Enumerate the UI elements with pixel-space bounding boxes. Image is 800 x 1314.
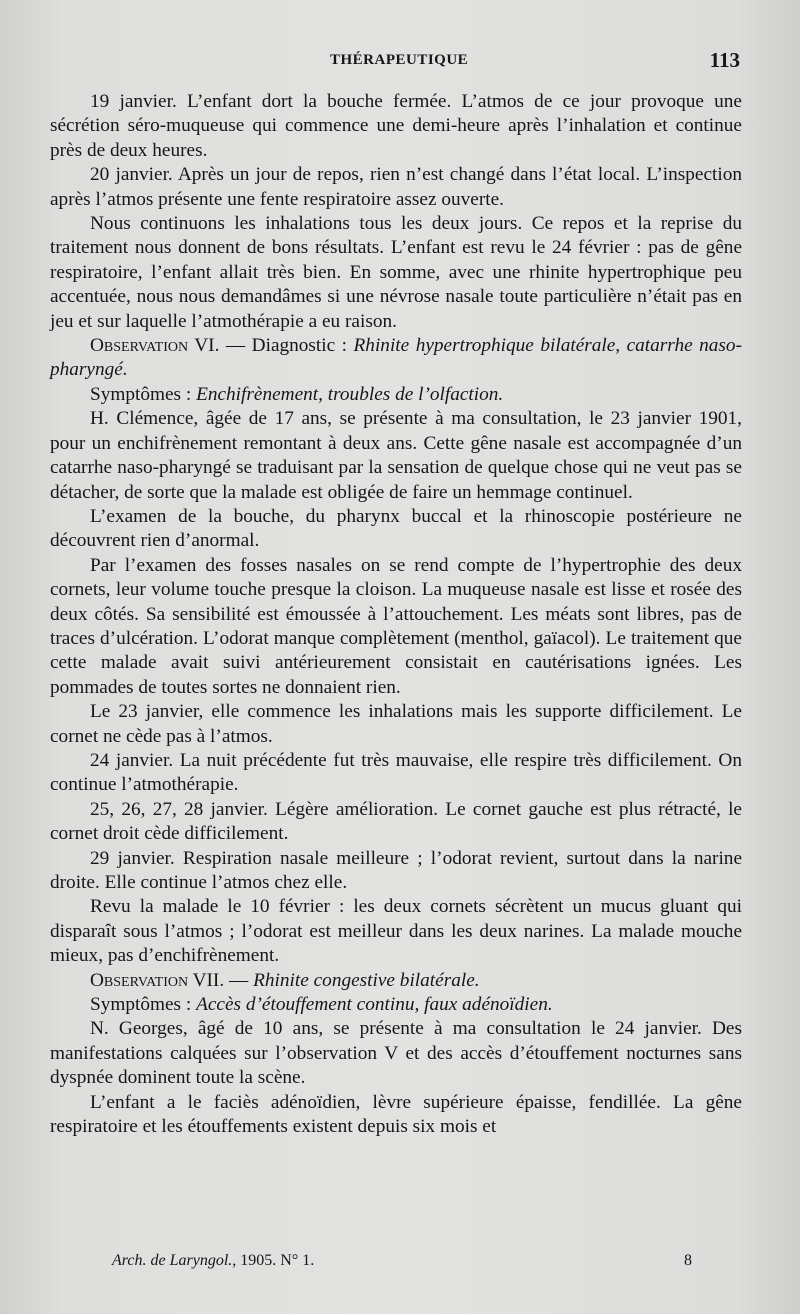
page-header [60, 48, 744, 78]
observation-diagnosis: Rhinite hypertrophique bilatérale, catarrhe naso-pharyngé. [50, 335, 742, 381]
symptoms-text: Accès d’étouffement continu, faux adénoïdien. [196, 994, 553, 1016]
symptoms-label: Symptômes : [90, 383, 197, 405]
paragraph: L’enfant a le faciès adénoïdien, lèvre supérieure épaisse, fendillée. La gêne respiratoire et les étouffements existent depuis six mois et [50, 1091, 742, 1138]
paragraph: 20 janvier. Après un jour de repos, rien n’est changé dans l’état local. L’inspection après l’atmos présente une fente respiratoire assez ouverte. [50, 164, 742, 210]
observation-diagnosis: Rhinite congestive bilatérale. [253, 969, 480, 991]
page-number: 113 [709, 48, 740, 72]
paragraph: Par l’examen des fosses nasales on se rend compte de l’hypertrophie des deux cornets, leur volume touche presque la cloison. La muqueuse nasale est lisse et rosée des deux côtés. Sa sensibilité est émoussée à l’attouchement. Les méats sont libres, pas de traces d’ulcération. L’odorat manque complètement (menthol, gaïacol). Le traitement que cette malade avait suivi antérieurement consistait en cautérisations ignées. Les pommades de toutes sortes ne donnaient rien. [50, 554, 742, 698]
observation-dash: — [224, 969, 254, 991]
observation-label: Observation VII. [90, 969, 225, 991]
running-title: THÉRAPEUTIQUE [330, 52, 469, 68]
paragraph: 24 janvier. La nuit précédente fut très mauvaise, elle respire très difficilement. On continue l’atmothérapie. [50, 749, 742, 796]
journal-citation: , 1905. N° 1. [232, 1252, 315, 1269]
signature-mark: 8 [684, 1252, 692, 1269]
observation-7-symptoms [50, 993, 742, 1017]
paragraph: 29 janvier. Respiration nasale meilleure ; l’odorat revient, surtout dans la narine droite. Elle continue l’atmos chez elle. [50, 847, 742, 893]
paragraph: H. Clémence, âgée de 17 ans, se présente à ma consultation, le 23 janvier 1901, pour un enchifrènement remontant à deux ans. Cette gêne nasale est accompagnée d’un catarrhe naso-pharyngé se traduisant par la sensation de quelque chose qui ne veut pas se détacher, de sorte que la malade est obligée de faire un hemmage continuel. [50, 408, 742, 503]
paragraph: N. Georges, âgé de 10 ans, se présente à ma consultation le 24 janvier. Des manifestations calquées sur l’observation V et des accès d’étouffement nocturnes sans dyspnée dominent toute la scène. [50, 1018, 742, 1089]
observation-6-symptoms [50, 383, 742, 407]
symptoms-text: Enchifrènement, troubles de l’olfaction. [196, 383, 504, 405]
paragraph: 19 janvier. L’enfant dort la bouche fermée. L’atmos de ce jour provoque une sécrétion séro-muqueuse qui commence une demi-heure après l’inhalation et continue près de deux heures. [50, 91, 742, 161]
observation-6-heading [50, 334, 742, 383]
paragraph: Nous continuons les inhalations tous les deux jours. Ce repos et la reprise du traitement nous donnent de bons résultats. L’enfant est revu le 24 février : pas de gêne respiratoire, l’enfant allait très bien. En somme, avec une rhinite hypertrophique peu accentuée, nous nous demandâmes si une névrose nasale toute particulière n’était pas en jeu et sur laquelle l’atmothérapie a eu raison. [50, 213, 742, 332]
observation-7-heading [50, 969, 742, 993]
paragraph: 25, 26, 27, 28 janvier. Légère amélioration. Le cornet gauche est plus rétracté, le cornet droit cède difficilement. [50, 798, 742, 845]
paragraph: Revu la malade le 10 février : les deux cornets sécrètent un mucus gluant qui disparaît sous l’atmos ; l’odorat est meilleur dans les deux narines. La malade mouche mieux, pas d’enchifrènement. [50, 896, 742, 967]
journal-title: Arch. de Laryngol. [112, 1252, 233, 1269]
body-text [50, 90, 742, 1139]
paragraph: Le 23 janvier, elle commence les inhalations mais les supporte difficilement. Le cornet ne cède pas à l’atmos. [50, 701, 742, 747]
symptoms-label: Symptômes : [90, 994, 197, 1016]
observation-label: Observation VI. [90, 335, 220, 357]
paragraph: L’examen de la bouche, du pharynx buccal et la rhinoscopie postérieure ne découvrent rien d’anormal. [50, 505, 742, 552]
page-footer [112, 1252, 692, 1280]
observation-dash: — Diagnostic : [219, 335, 354, 357]
